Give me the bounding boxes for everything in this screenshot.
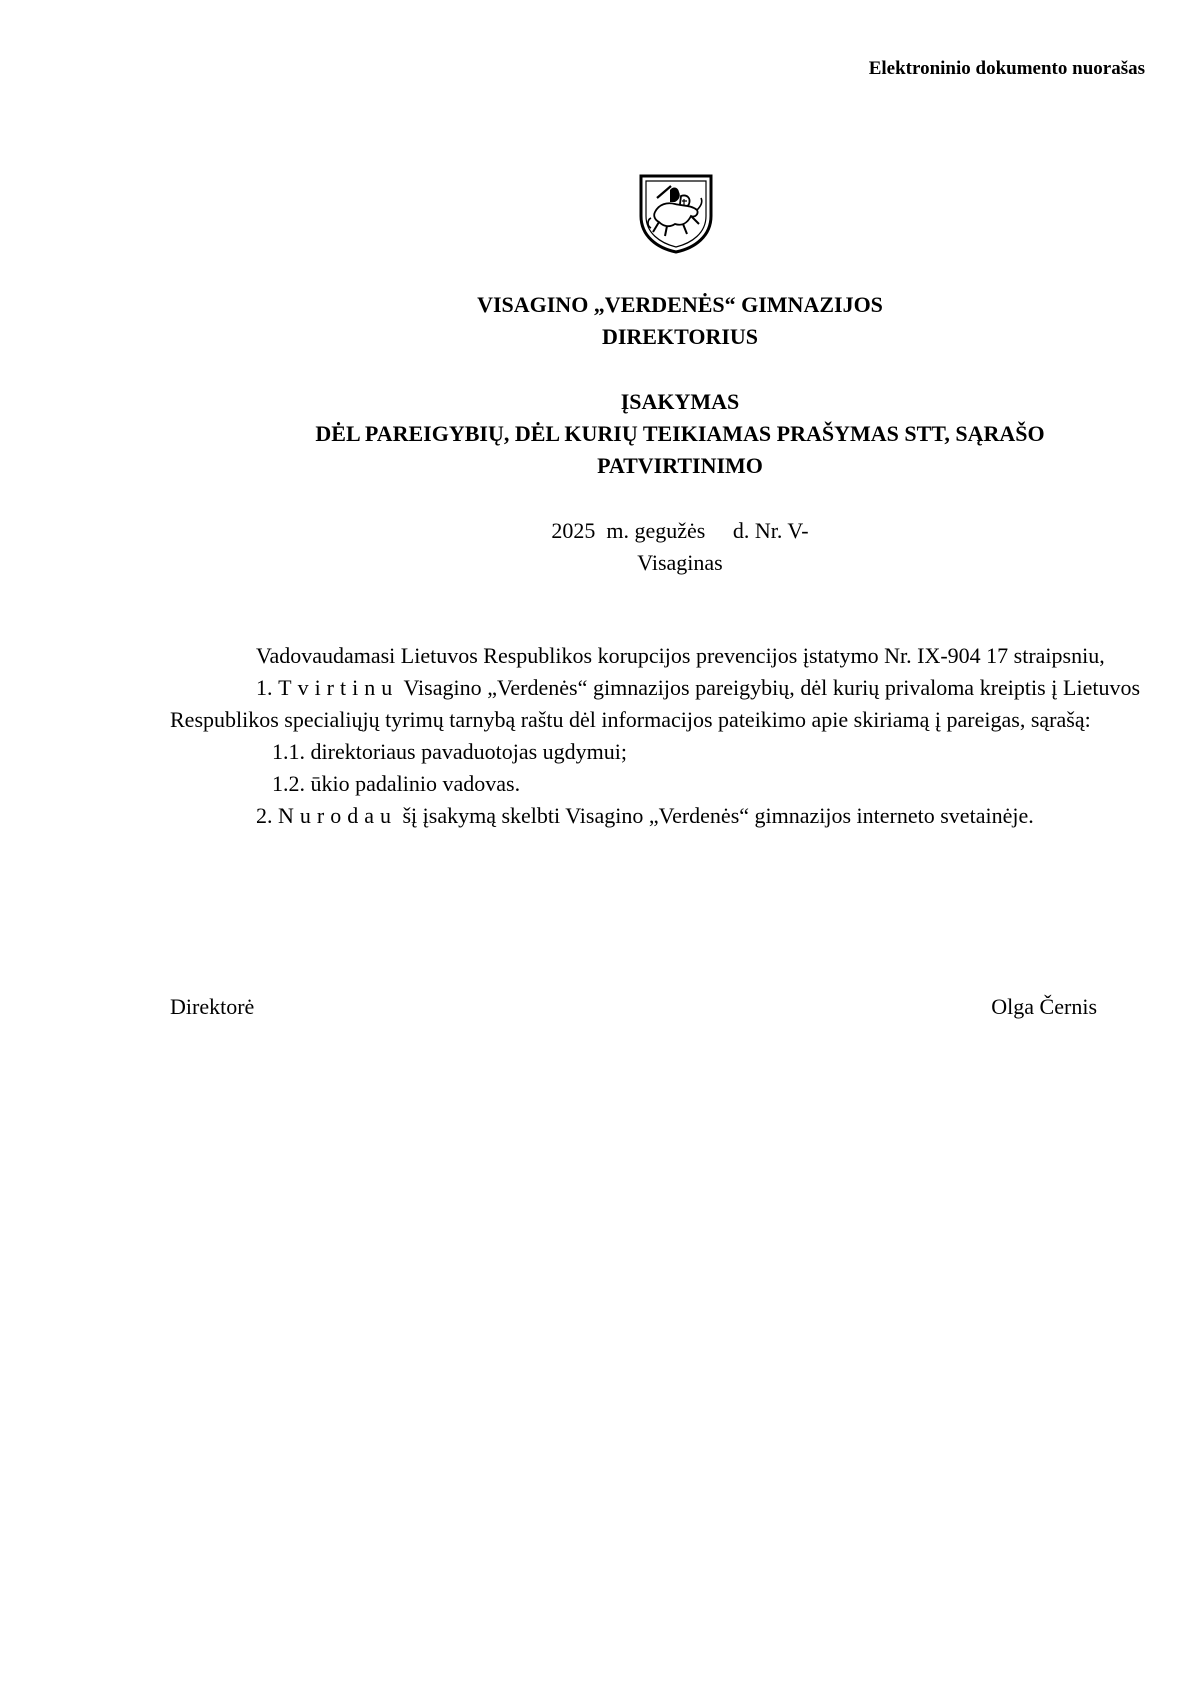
- document-date-block: [150, 515, 1200, 579]
- document-title-line1: DĖL PAREIGYBIŲ, DĖL KURIŲ TEIKIAMAS PRAŠYMAS STT, SĄRAŠO: [315, 421, 1045, 446]
- preamble-paragraph: Vadovaudamasi Lietuvos Respublikos korupcijos prevencijos įstatymo Nr. IX-904 17 straipsniu,: [256, 643, 1105, 668]
- point-1-paragraph: [170, 672, 1140, 736]
- document-place: Visaginas: [637, 550, 723, 575]
- lithuanian-coat-of-arms-icon: [637, 172, 715, 254]
- signature-role: Direktorė: [170, 994, 255, 1019]
- point-2-text: šį įsakymą skelbti Visagino „Verdenės“ gimnazijos interneto svetainėje.: [402, 803, 1034, 828]
- document-type: ĮSAKYMAS: [620, 389, 740, 414]
- document-title-line2: PATVIRTINIMO: [597, 453, 763, 478]
- point-2-paragraph: [170, 800, 1140, 832]
- list-item: 1.2. ūkio padalinio vadovas.: [272, 771, 521, 796]
- institution-role: DIREKTORIUS: [601, 324, 759, 349]
- document-body: [170, 640, 1140, 832]
- point-1-text: Visagino „Verdenės“ gimnazijos pareigybių, dėl kurių privaloma kreiptis į Lietuvos Respublikos specialiųjų tyrimų tarnybą raštu dėl informacijos pateikimo apie skiriamą į pareigas, sąrašą:: [170, 675, 1141, 732]
- list-item: 1.1. direktoriaus pavaduotojas ugdymui;: [272, 739, 627, 764]
- point-2-number: 2.: [256, 803, 273, 828]
- document-date: 2025 m. gegužės d. Nr. V-: [551, 518, 809, 543]
- signature-name: Olga Černis: [991, 994, 1097, 1019]
- copy-note: Elektroninio dokumento nuorašas: [868, 58, 1145, 79]
- institution-header: [150, 289, 1200, 353]
- document-title-block: [150, 386, 1200, 482]
- point-1-verb: Tvirtinu: [278, 675, 399, 700]
- point-1-number: 1.: [256, 675, 273, 700]
- point-2-verb: Nurodau: [278, 803, 397, 828]
- institution-name: VISAGINO „VERDENĖS“ GIMNAZIJOS: [477, 292, 883, 317]
